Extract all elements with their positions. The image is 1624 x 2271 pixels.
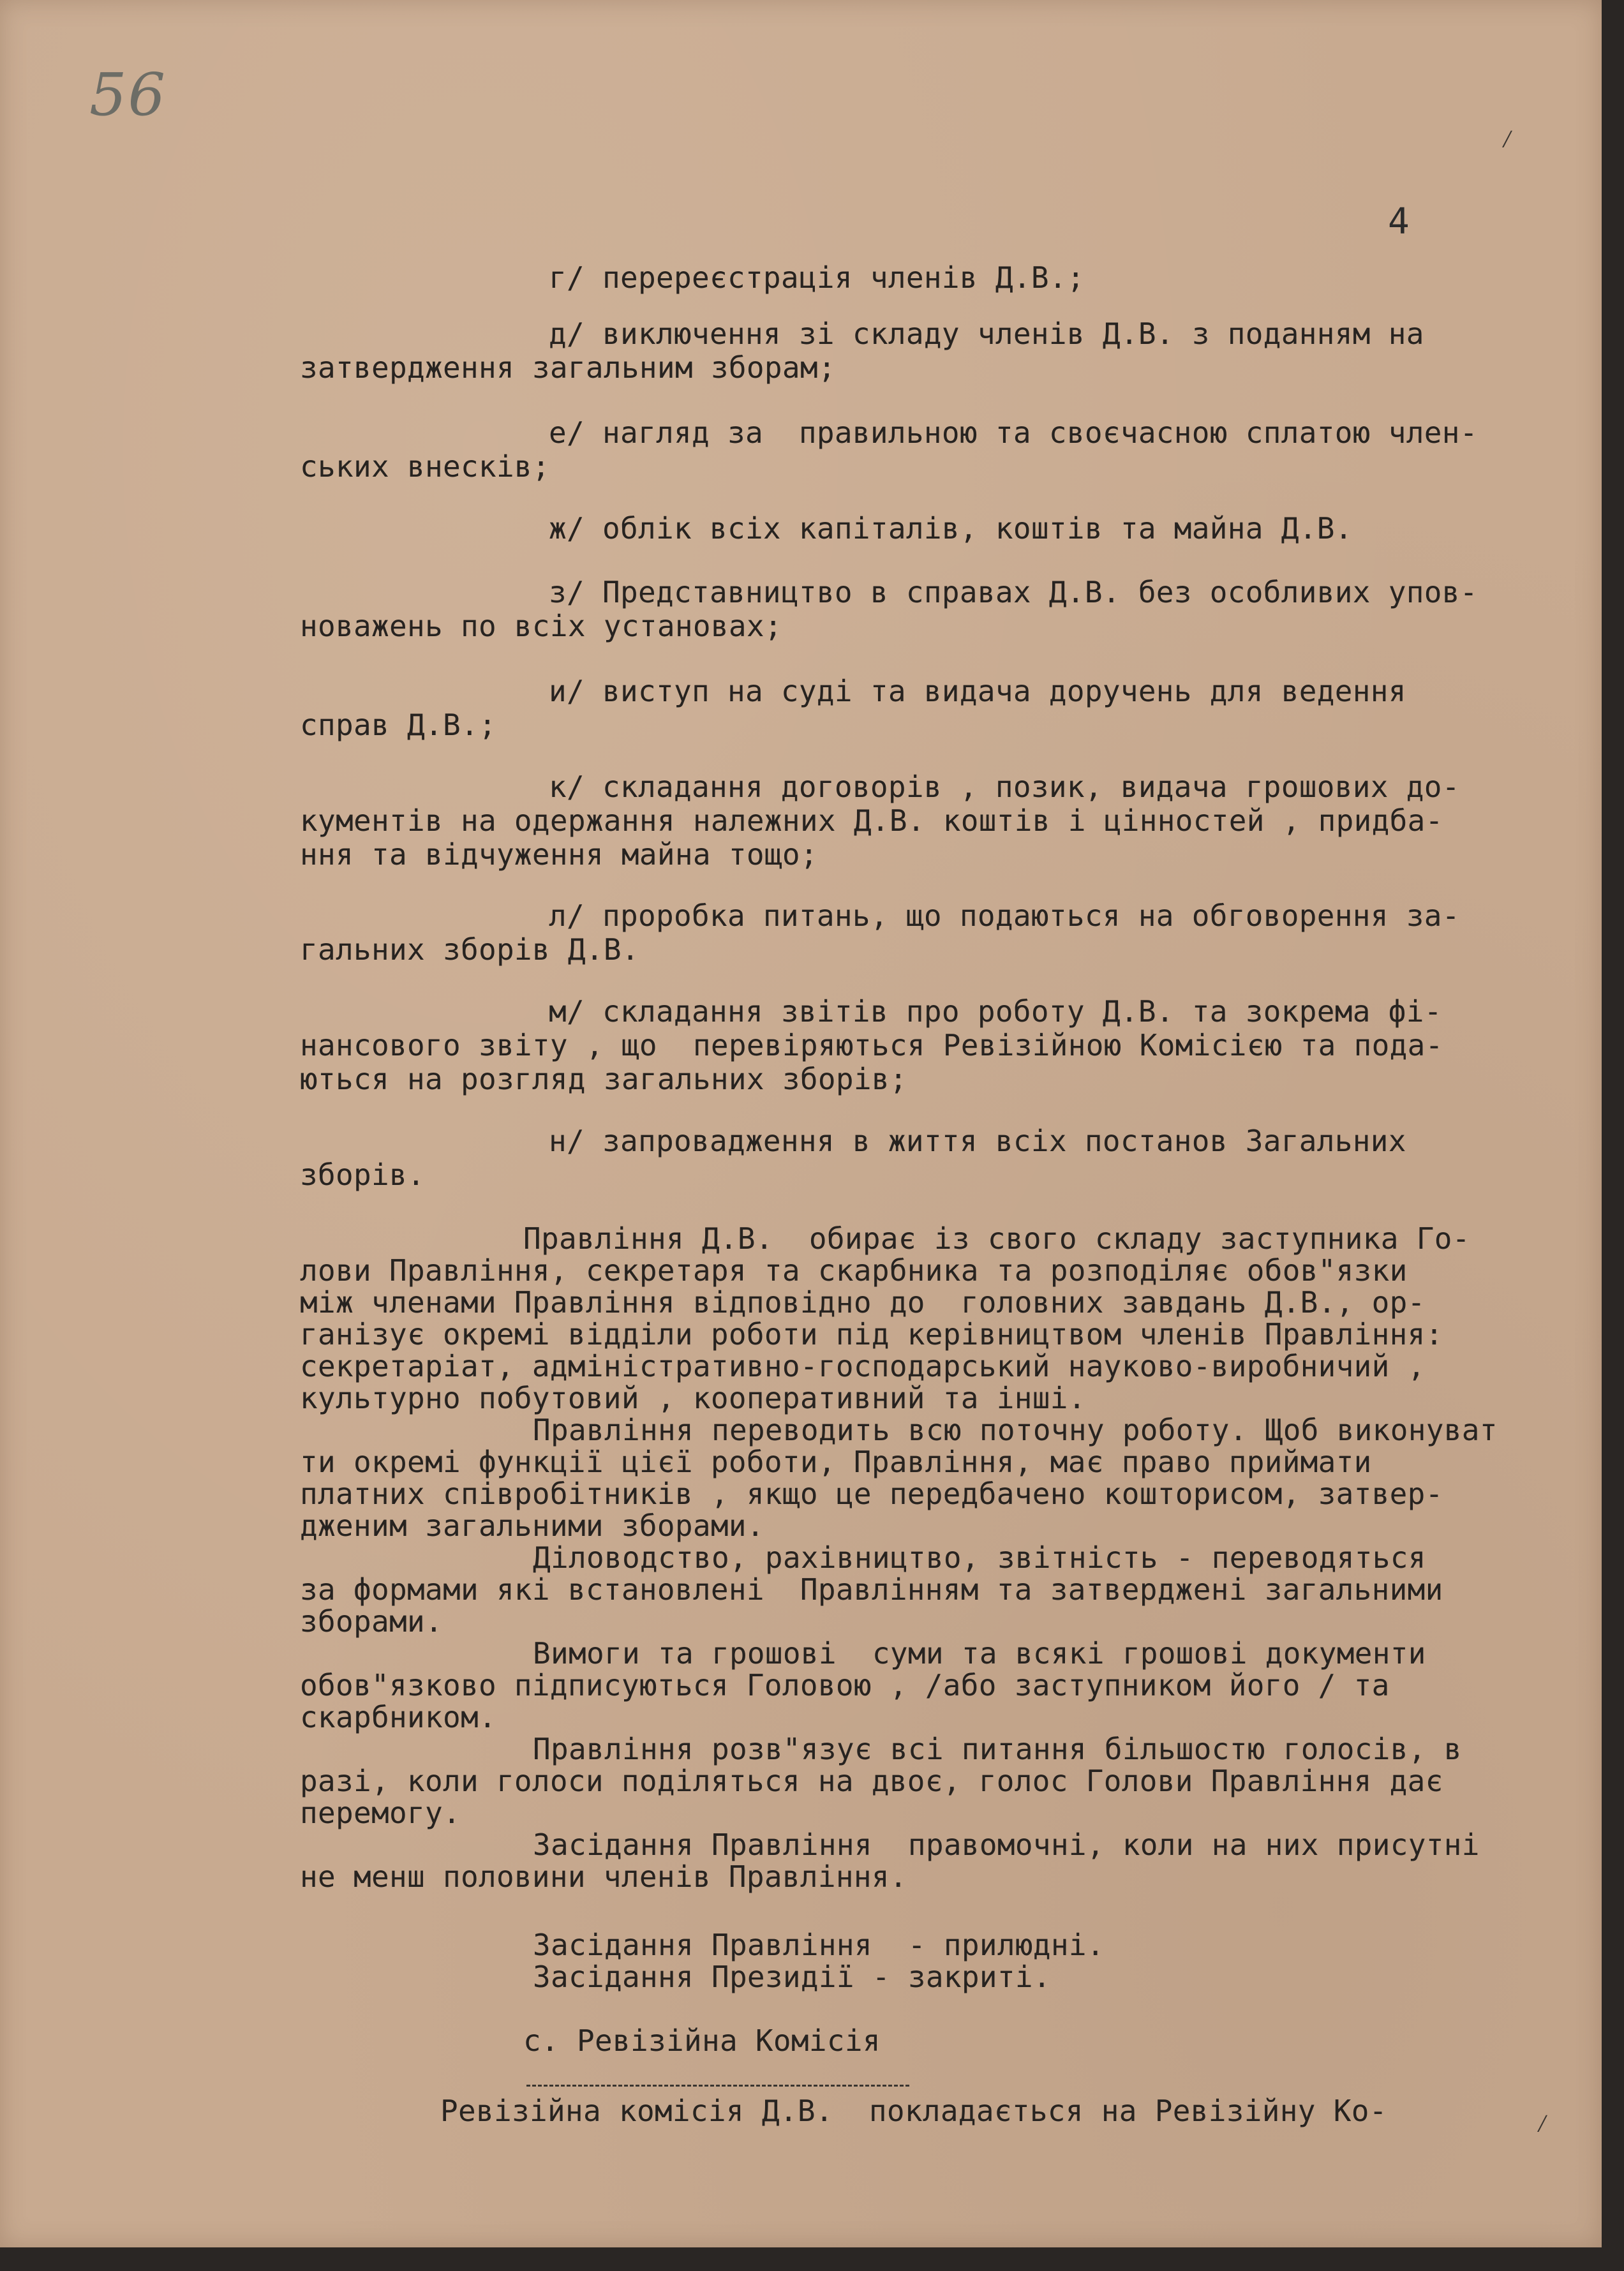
text-line: з/ Представництво в справах Д.В. без особливих упов- xyxy=(549,575,1478,609)
text-line: нансового звіту , що перевіряються Ревізійною Комісією та пода- xyxy=(300,1028,1443,1062)
section-heading: с. Ревізійна Комісія xyxy=(523,2023,881,2058)
text-line: ння та відчуження майна тощо; xyxy=(300,837,818,872)
text-line: ються на розгляд загальних зборів; xyxy=(300,1062,907,1096)
section-heading-underline xyxy=(526,2085,909,2087)
text-line: перемогу. xyxy=(300,1796,461,1830)
text-line: н/ запровадження в життя всіх постанов Загальних xyxy=(549,1124,1406,1158)
text-line: и/ виступ на суді та видача доручень для ведення xyxy=(549,674,1406,708)
text-line: Засідання Правління правомочні, коли на них присутні xyxy=(533,1828,1480,1862)
text-line: л/ проробка питань, що подаються на обговорення за- xyxy=(549,898,1460,933)
text-line: кументів на одержання належних Д.В. коштів і цінностей , придба- xyxy=(300,803,1443,838)
text-line: Правління Д.В. обирає із свого складу заступника Го- xyxy=(523,1221,1470,1256)
text-line: скарбником. xyxy=(300,1700,496,1734)
text-line: між членами Правління відповідно до головних завдань Д.В., ор- xyxy=(300,1285,1426,1320)
text-line: затвердження загальним зборам; xyxy=(300,350,836,385)
text-line: справ Д.В.; xyxy=(300,708,496,742)
margin-mark: ⁄ xyxy=(1535,2109,1551,2138)
text-line: обов"язково підписуються Головою , /або заступником його / та xyxy=(300,1668,1390,1702)
text-line: зборами. xyxy=(300,1604,443,1639)
text-line: ж/ облік всіх капіталів, коштів та майна Д.В. xyxy=(549,511,1353,546)
text-line: Засідання Президії - закриті. xyxy=(533,1960,1051,1994)
archive-number: 56 xyxy=(89,61,167,129)
text-line: Правління розв"язує всі питання більшостю голосів, в xyxy=(533,1732,1462,1766)
text-line: ських внесків; xyxy=(300,449,550,484)
text-line: культурно побутовий , кооперативний та інші. xyxy=(300,1381,1086,1415)
text-line: м/ складання звітів про роботу Д.В. та зокрема фі- xyxy=(549,994,1442,1029)
text-line: за формами які встановлені Правлінням та затверджені загальними xyxy=(300,1572,1443,1607)
text-line: Діловодство, рахівництво, звітність - переводяться xyxy=(533,1540,1426,1575)
text-line: разі, коли голоси поділяться на двоє, голос Голови Правління дає xyxy=(300,1764,1443,1798)
text-line: ганізує окремі відділи роботи під керівництвом членів Правління: xyxy=(300,1317,1443,1351)
text-line: Правління переводить всю поточну роботу. Щоб виконуват xyxy=(533,1413,1498,1447)
text-line: д/ виключення зі складу членів Д.В. з поданням на xyxy=(549,316,1424,351)
text-line: гальних зборів Д.В. xyxy=(300,932,639,967)
text-line: зборів. xyxy=(300,1158,425,1192)
text-line: дженим загальними зборами. xyxy=(300,1508,764,1543)
text-line: Ревізійна комісія Д.В. покладається на Ревізійну Ко- xyxy=(440,2094,1387,2128)
page-number: 4 xyxy=(1388,201,1410,242)
text-line: г/ перереєстрація членів Д.В.; xyxy=(549,260,1085,295)
text-line: не менш половини членів Правління. xyxy=(300,1859,907,1894)
text-line: Вимоги та грошові суми та всякі грошові документи xyxy=(533,1636,1426,1671)
text-line: ти окремі функції цієї роботи, Правління, має право приймати xyxy=(300,1445,1372,1479)
margin-mark: ⁄ xyxy=(1500,124,1516,154)
text-line: Засідання Правління - прилюдні. xyxy=(533,1928,1105,1962)
text-line: к/ складання договорів , позик, видача грошових до- xyxy=(549,770,1460,804)
text-line: секретаріат, адміністративно-господарський науково-виробничий , xyxy=(300,1349,1426,1383)
text-line: е/ нагляд за правильною та своєчасною сплатою член- xyxy=(549,415,1478,450)
text-line: новажень по всіх установах; xyxy=(300,609,782,643)
text-line: лови Правління, секретаря та скарбника та розподіляє обов"язки xyxy=(300,1253,1408,1288)
text-line: платних співробітників , якщо це передбачено кошторисом, затвер- xyxy=(300,1477,1443,1511)
